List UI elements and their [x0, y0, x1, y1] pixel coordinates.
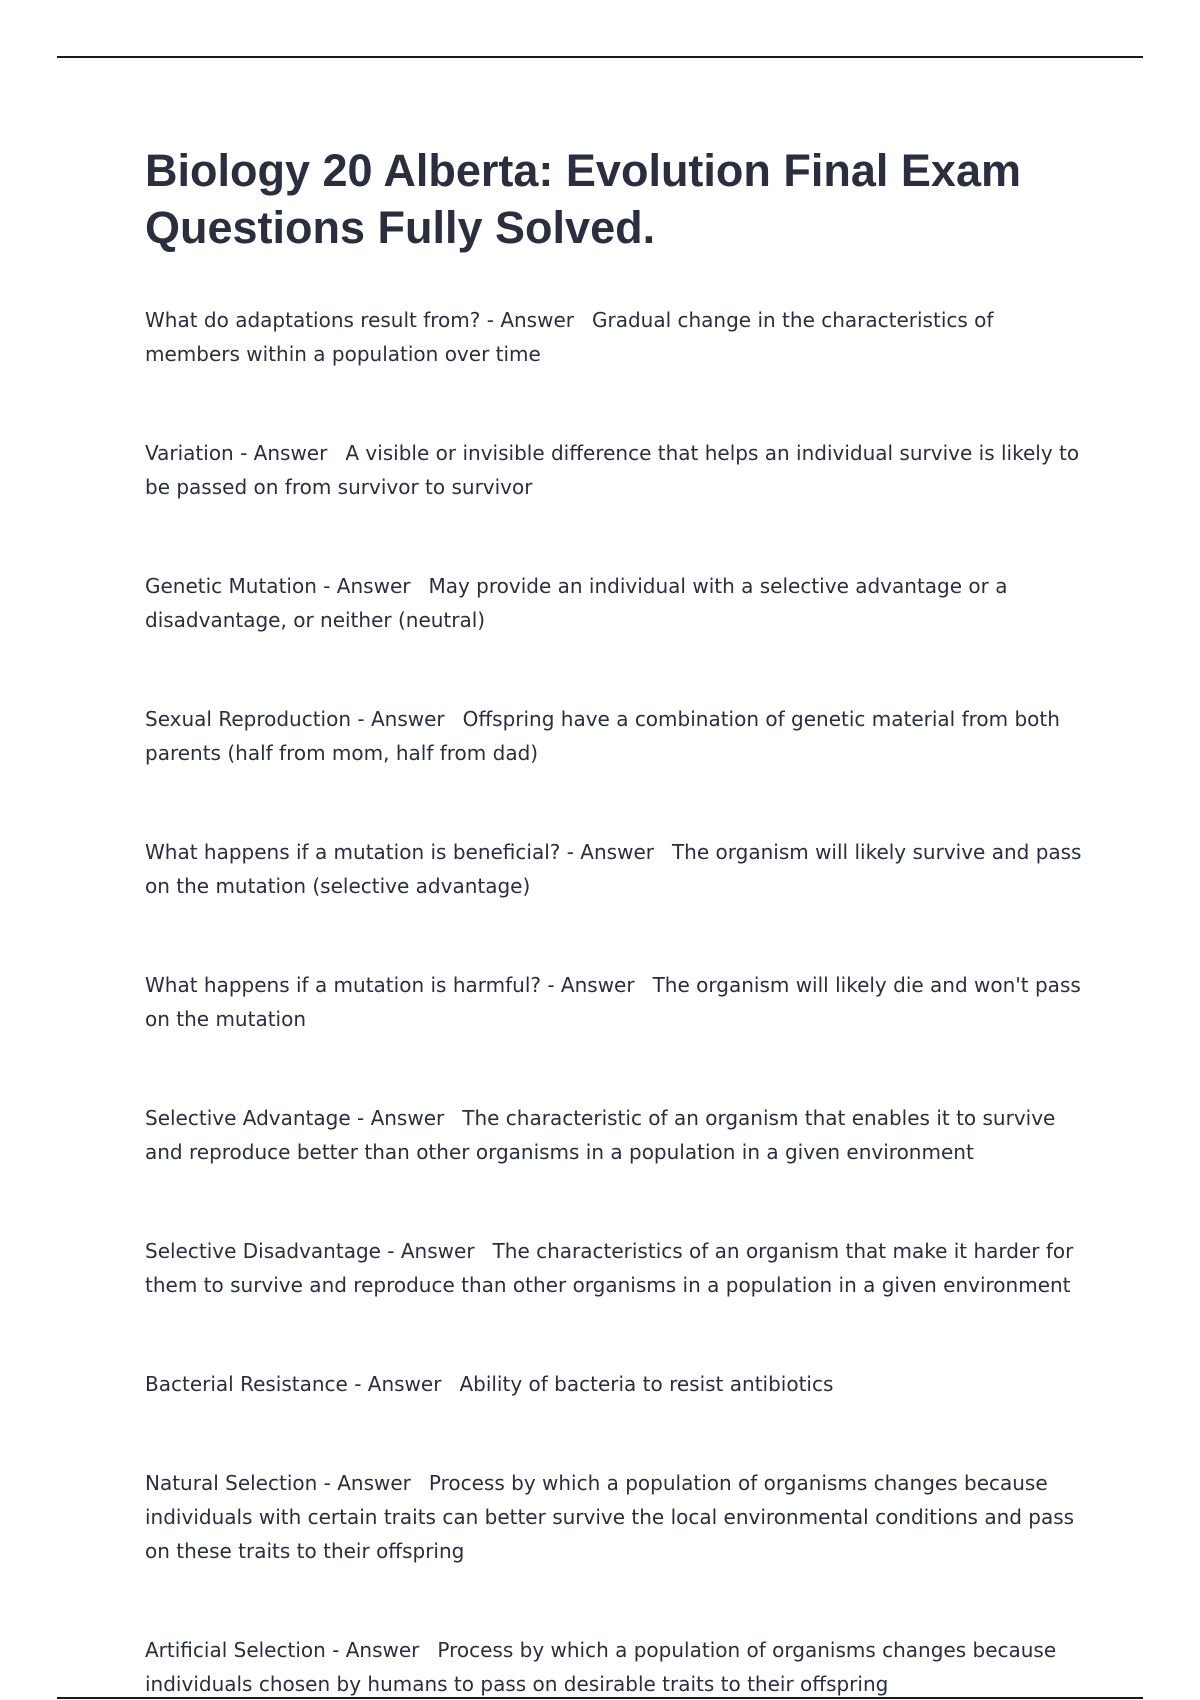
top-rule — [57, 56, 1143, 58]
question-text: Sexual Reproduction - Answer — [145, 707, 445, 731]
answer-text: Ability of bacteria to resist antibiotics — [459, 1372, 834, 1396]
question-text: What do adaptations result from? - Answer — [145, 308, 574, 332]
question-text: Bacterial Resistance - Answer — [145, 1372, 442, 1396]
qa-entry — [145, 1101, 1090, 1169]
question-text: Natural Selection - Answer — [145, 1471, 411, 1495]
bottom-rule — [57, 1697, 1143, 1699]
qa-entry — [145, 303, 1090, 371]
answer-text: The characteristic of an organism that enables it to survive and reproduce better than other organisms in a population in a given environment — [145, 1106, 1056, 1164]
qa-entry — [145, 569, 1090, 637]
qa-entry — [145, 835, 1090, 903]
qa-list — [145, 303, 1090, 1700]
qa-entry — [145, 1367, 1090, 1401]
answer-text: Gradual change in the characteristics of members within a population over time — [145, 308, 994, 366]
answer-text: Offspring have a combination of genetic material from both parents (half from mom, half from dad) — [145, 707, 1060, 765]
answer-text: May provide an individual with a selective advantage or a disadvantage, or neither (neutral) — [145, 574, 1008, 632]
qa-entry — [145, 702, 1090, 770]
qa-entry — [145, 436, 1090, 504]
answer-text: The organism will likely die and won't pass on the mutation — [145, 973, 1081, 1031]
answer-text: Process by which a population of organisms changes because individuals with certain traits can better survive the local environmental conditions and pass on these traits to their offspring — [145, 1471, 1075, 1563]
question-text: What happens if a mutation is beneficial? - Answer — [145, 840, 654, 864]
question-text: Artificial Selection - Answer — [145, 1638, 420, 1662]
qa-entry — [145, 1234, 1090, 1302]
question-text: Variation - Answer — [145, 441, 328, 465]
question-text: Genetic Mutation - Answer — [145, 574, 411, 598]
answer-text: A visible or invisible difference that helps an individual survive is likely to be passed on from survivor to survivor — [145, 441, 1080, 499]
question-text: What happens if a mutation is harmful? - Answer — [145, 973, 635, 997]
document-title: Biology 20 Alberta: Evolution Final Exam Questions Fully Solved. — [145, 145, 1021, 253]
question-text: Selective Advantage - Answer — [145, 1106, 445, 1130]
answer-text: The organism will likely survive and pass on the mutation (selective advantage) — [145, 840, 1082, 898]
qa-entry — [145, 1633, 1090, 1700]
qa-entry — [145, 968, 1090, 1036]
qa-entry — [145, 1466, 1090, 1568]
question-text: Selective Disadvantage - Answer — [145, 1239, 475, 1263]
answer-text: The characteristics of an organism that make it harder for them to survive and reproduce than other organisms in a population in a given environment — [145, 1239, 1074, 1297]
answer-text: Process by which a population of organisms changes because individuals chosen by humans to pass on desirable traits to their offspring — [145, 1638, 1057, 1696]
